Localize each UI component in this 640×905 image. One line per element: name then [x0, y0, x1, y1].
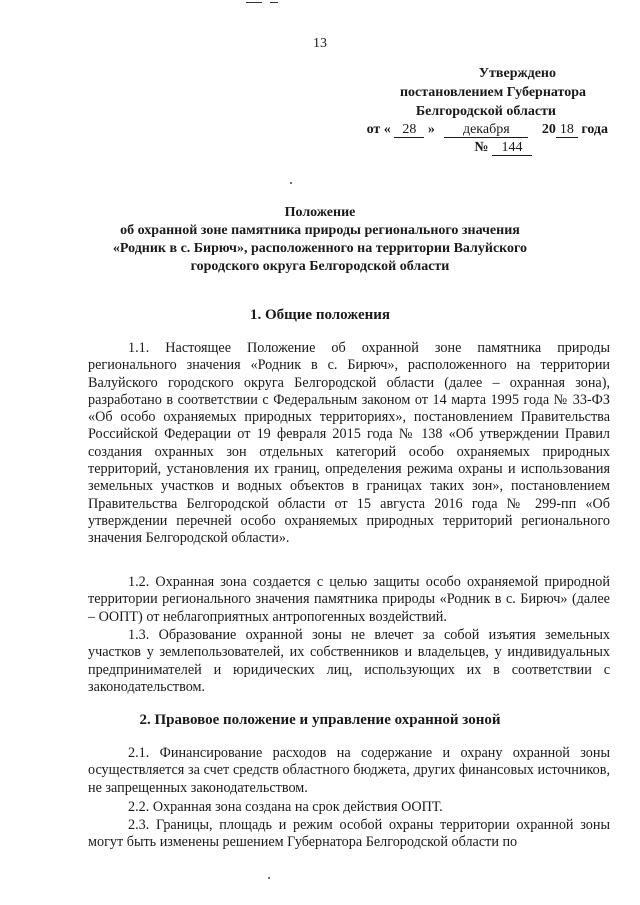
- title-line-3: «Родник в с. Бирюч», расположенного на территории Валуйского: [112, 241, 528, 256]
- year-word: года: [581, 122, 608, 137]
- section-2-heading: 2. Правовое положение и управление охранной зоной: [139, 712, 501, 728]
- title-line-4: городского округа Белгородской области: [190, 259, 450, 274]
- year-suffix: 18: [556, 123, 578, 138]
- section-1-heading: 1. Общие положения: [249, 307, 391, 323]
- decree-number: 144: [492, 141, 532, 156]
- approval-line-1: Утверждено: [478, 66, 556, 81]
- approval-number: [474, 138, 532, 157]
- paragraph-1-2: 1.2. Охранная зона создается с целью защиты особо охраняемой природной территории регионального значения памятника природы «Родник в с. Бирюч» (далее – ООПТ) от неблагоприятных антропогенных воздействий.: [88, 574, 610, 625]
- number-prefix: №: [474, 140, 489, 155]
- scan-dot: [290, 182, 292, 184]
- year-prefix: 20: [541, 122, 556, 137]
- paragraph-2-1: 2.1. Финансирование расходов на содержание и охрану охранной зоны осуществляется за счет средств областного бюджета, других финансовых источников, не запрещенных законодательством.: [88, 745, 610, 796]
- title-line-1: Положение: [284, 205, 356, 220]
- approval-line-2: постановлением Губернатора: [399, 85, 586, 100]
- scan-mark: [246, 2, 262, 3]
- paragraph-1-1: 1.1. Настоящее Положение об охранной зоне памятника природы регионального значения «Родник в с. Бирюч», расположенного на территории Валуйского городского округа Белгородской области (далее – охранная зона), разработано в соответствии с Федеральным законом от 14 марта 1995 года № 33-ФЗ «Об особо охраняемых природных территориях», постановлением Правительства Российской Федерации от 19 февраля 2015 года № 138 «Об утверждении Правил создания охранных зон отдельных категорий особо охраняемых природных территорий, установления их границ, определения режима охраны и использования земельных участков и водных объектов в границах таких зон», постановлением Правительства Белгородской области от 15 августа 2016 года № 299-пп «Об утверждении перечней особо охраняемых природных территорий регионального значения Белгородской области».: [88, 340, 610, 547]
- date-close: »: [427, 122, 435, 137]
- date-day: 28: [394, 123, 424, 138]
- approval-line-3: Белгородской области: [415, 104, 556, 119]
- page-number: 13: [313, 36, 327, 51]
- paragraph-2-2: 2.2. Охранная зона создана на срок действия ООПТ.: [128, 799, 443, 815]
- date-month: декабря: [444, 123, 528, 138]
- title-line-2: об охранной зоне памятника природы регионального значения: [120, 223, 520, 238]
- date-prefix: от «: [366, 122, 391, 137]
- scan-mark: [270, 2, 278, 3]
- paragraph-1-3: 1.3. Образование охранной зоны не влечет за собой изъятия земельных участков у землепользователей, их собственников и владельцев, у индивидуальных предпринимателей и юридических лиц, использующих их в соответствии с законодательством.: [88, 627, 610, 695]
- scan-dot: [268, 877, 270, 879]
- paragraph-2-3: 2.3. Границы, площадь и режим особой охраны территории охранной зоны могут быть изменены решением Губернатора Белгородской области по: [88, 817, 610, 851]
- approval-date: [367, 120, 608, 139]
